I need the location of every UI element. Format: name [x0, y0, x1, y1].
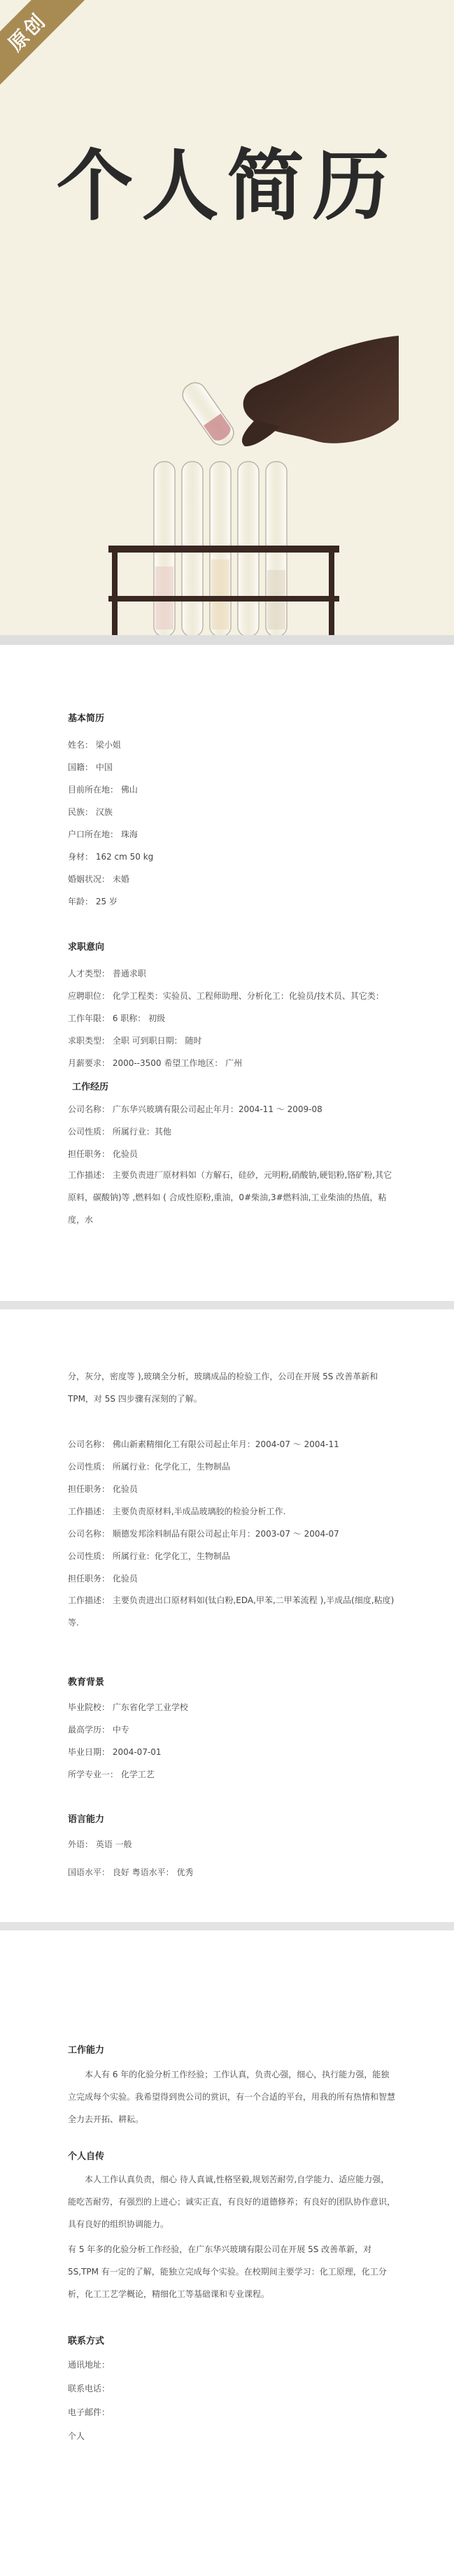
- work-line: 公司性质： 所属行业：化学化工，生物制品: [68, 1462, 230, 1472]
- section-title-ability: 工作能力: [68, 2045, 105, 2056]
- education-line: 毕业院校： 广东省化学工业学校: [68, 1702, 188, 1712]
- basic-line: 姓名： 梁小姐: [68, 740, 121, 750]
- basic-line: 婚姻状况： 未婚: [68, 874, 129, 884]
- work-description: 工作描述： 主要负责进出口原材料如(钛白粉,EDA,甲苯,二甲苯流程 ),半成品(细度,粘度)等.: [68, 1595, 395, 1628]
- resume-page-3: [0, 1930, 454, 2576]
- section-title-work: 工作经历: [72, 1082, 109, 1093]
- language-line: 国语水平： 良好 粤语水平： 优秀: [68, 1867, 194, 1877]
- page-separator: [0, 1922, 454, 1930]
- basic-line: 年龄： 25 岁: [68, 897, 118, 906]
- basic-line: 身材： 162 cm 50 kg: [68, 852, 154, 862]
- contact-line: 电子邮件：: [68, 2407, 111, 2417]
- work-line: 工作描述： 主要负责原材料,半成品玻璃胶的检验分析工作.: [68, 1507, 286, 1516]
- intent-line: 求职类型： 全职 可到职日期： 随时: [68, 1036, 202, 1046]
- intent-line: 月薪要求： 2000--3500 希望工作地区： 广州: [68, 1058, 243, 1068]
- education-line: 最高学历： 中专: [68, 1725, 129, 1735]
- language-line: 外语： 英语 一般: [68, 1840, 132, 1849]
- original-ribbon: [0, 0, 90, 94]
- work-line: 担任职务： 化验员: [68, 1574, 138, 1584]
- contact-line: 个人: [68, 2431, 85, 2441]
- basic-line: 目前所在地： 佛山: [68, 785, 138, 795]
- work-line: 担任职务： 化验员: [68, 1484, 138, 1494]
- work-line: 公司性质： 所属行业：化学化工，生物制品: [68, 1551, 230, 1561]
- contact-line: 联系电话：: [68, 2384, 111, 2393]
- section-title-language: 语言能力: [68, 1814, 105, 1825]
- intent-line: 应聘职位： 化学工程类：实验员、工程师助理、分析化工：化验员/技术员、其它类：: [68, 991, 384, 1001]
- intent-line: 工作年限： 6 职称： 初级: [68, 1013, 166, 1023]
- section-title-self: 个人自传: [68, 2151, 105, 2162]
- work-line: 公司名称： 佛山新素精细化工有限公司起止年月：2004-07 ～ 2004-11: [68, 1439, 339, 1449]
- work-line: 公司名称： 顺德发邦涂料制品有限公司起止年月：2003-07 ～ 2004-07: [68, 1529, 339, 1539]
- basic-line: 国籍： 中国: [68, 762, 113, 772]
- basic-line: 民族： 汉族: [68, 807, 113, 817]
- education-line: 毕业日期： 2004-07-01: [68, 1747, 162, 1757]
- education-line: 所学专业一： 化学工艺: [68, 1770, 155, 1779]
- ribbon-label: 原创: [3, 8, 51, 56]
- work-description: 工作描述： 主要负责进厂原材料如（方解石，硅砂，元明粉,硝酸钠,硬铝粉,铬矿粉,其它原料，碳酸钠)等 ,燃料如 ( 合成性原粉,重油，0#柴油,3#燃料油,工业柴油的热值，粘度，水: [68, 1170, 392, 1225]
- resume-title: 个人简历: [56, 141, 398, 231]
- ability-text: 本人有 6 年的化验分析工作经验；工作认真，负责心强，细心，执行能力强，能独立完成每个实验。我希望得到贵公司的赏识，有一个合适的平台，用我的所有热情和智慧全力去开拓、耕耘。: [68, 2070, 396, 2124]
- section-title-intent: 求职意向: [68, 942, 105, 953]
- resume-page-2: [0, 1309, 454, 1922]
- self-text-1: 本人工作认真负责，细心 待人真诚,性格坚毅,规划苦耐劳,自学能力、适应能力强，能吃苦耐劳，有强烈的上进心；诚实正直，有良好的道德修养；有良好的团队协作意识，具有良好的组织协调能力。: [68, 2175, 396, 2229]
- contact-line: 通讯地址：: [68, 2360, 111, 2370]
- intent-line: 人才类型： 普通求职: [68, 969, 146, 979]
- cover-bottom-bar: [0, 635, 454, 645]
- work-line: 公司性质： 所属行业：其他: [68, 1127, 171, 1137]
- work-description-cont: 分，灰分，密度等 ),玻璃全分析，玻璃成品的检验工作，公司在开展 5S 改善革新和 TPM，对 5S 四步骤有深刻的了解。: [68, 1372, 378, 1404]
- section-title-contact: 联系方式: [68, 2336, 105, 2347]
- section-title-education: 教育背景: [68, 1677, 105, 1688]
- basic-line: 户口所在地： 珠海: [68, 830, 138, 839]
- test-tube-rack-illustration: [105, 336, 399, 643]
- work-line: 公司名称： 广东华兴玻璃有限公司起止年月：2004-11 ～ 2009-08: [68, 1104, 322, 1114]
- section-title-basic: 基本简历: [68, 713, 105, 724]
- page-separator: [0, 1301, 454, 1309]
- self-text-2: 有 5 年多的化验分析工作经验，在广东华兴玻璃有限公司在开展 5S 改善革新，对 5S,TPM 有一定的了解，能独立完成每个实验。在校期间主要学习：化工原理，化工分析，化工工艺学概论，精细化工等基础课和专业课程。: [68, 2244, 387, 2299]
- work-line: 担任职务： 化验员: [68, 1149, 138, 1159]
- cover-page: [0, 0, 454, 645]
- resume-page-1: [0, 655, 454, 1301]
